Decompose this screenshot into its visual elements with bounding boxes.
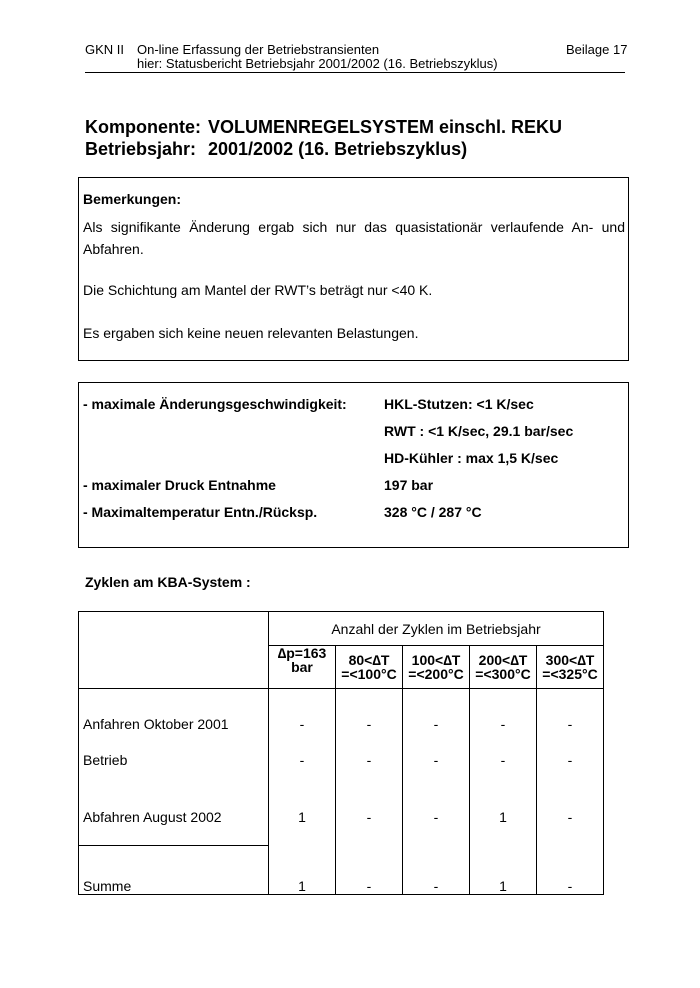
cell-value: - — [537, 689, 604, 732]
cell-value: - — [403, 689, 470, 732]
remarks-box — [78, 177, 629, 361]
col-header-200-300-line1: 200<∆T — [478, 652, 528, 668]
col-header-300-325-line1: 300<∆T — [545, 652, 595, 668]
header-title-line2: hier: Statusbericht Betriebsjahr 2001/2002 (16. Betriebszyklus) — [137, 56, 498, 71]
group-header: Anzahl der Zyklen im Betriebsjahr — [269, 612, 604, 646]
table-row-anfahren — [79, 689, 604, 732]
rate-value-hd: HD-Kühler : max 1,5 K/sec — [384, 450, 559, 466]
col-header-200-300-line2: =<300°C — [475, 666, 531, 682]
cell-value: - — [336, 689, 403, 732]
cell-value: 1 — [470, 789, 537, 846]
pressure-value: 197 bar — [384, 477, 434, 493]
cell-value: - — [403, 732, 470, 789]
cell-value: - — [470, 732, 537, 789]
col-header-100-200-line2: =<200°C — [408, 666, 464, 682]
header-code: GKN II — [85, 42, 125, 57]
col-header-dp — [269, 646, 336, 689]
cell-value: 1 — [269, 846, 336, 895]
table-corner-cell — [79, 612, 269, 689]
col-header-300-325 — [537, 646, 604, 689]
col-header-80-100 — [336, 646, 403, 689]
year-label: Betriebsjahr: — [85, 139, 197, 159]
cell-value: 1 — [470, 846, 537, 895]
rate-value-hkl: HKL-Stutzen: <1 K/sec — [384, 396, 534, 412]
table-row-betrieb — [79, 732, 604, 789]
cell-value: - — [537, 846, 604, 895]
rate-label: - maximale Änderungsgeschwindigkeit: — [83, 396, 347, 412]
row-label: Anfahren Oktober 2001 — [79, 689, 269, 732]
cell-value: - — [470, 689, 537, 732]
col-header-80-100-line1: 80<∆T — [348, 652, 390, 668]
header-rule — [85, 72, 625, 73]
cell-value: - — [269, 732, 336, 789]
cycles-table — [78, 611, 604, 895]
remarks-heading: Bemerkungen: — [83, 191, 182, 207]
col-header-100-200-line1: 100<∆T — [411, 652, 461, 668]
col-header-80-100-line2: =<100°C — [341, 666, 397, 682]
component-value: VOLUMENREGELSYSTEM einschl. REKU — [208, 117, 563, 137]
component-label: Komponente: — [85, 117, 201, 137]
rate-value-rwt: RWT : <1 K/sec, 29.1 bar/sec — [384, 423, 574, 439]
header-attachment: Beilage 17 — [566, 42, 628, 57]
pressure-label: - maximaler Druck Entnahme — [83, 477, 276, 493]
cell-value: - — [269, 689, 336, 732]
cell-value: - — [403, 789, 470, 846]
temperature-value: 328 °C / 287 °C — [384, 504, 482, 520]
remarks-paragraph-2: Die Schichtung am Mantel der RWT’s beträgt nur <40 K. — [83, 282, 433, 298]
cell-value: - — [537, 789, 604, 846]
cell-value: - — [336, 732, 403, 789]
remarks-paragraph-1: Als signifikante Änderung ergab sich nur das quasistationär verlaufende An- und Abfahren. — [83, 219, 625, 257]
table-row-abfahren — [79, 789, 604, 846]
cell-value: - — [336, 846, 403, 895]
row-label-sum: Summe — [79, 846, 269, 895]
specs-box — [78, 382, 629, 548]
col-header-300-325-line2: =<325°C — [542, 666, 598, 682]
col-header-200-300 — [470, 646, 537, 689]
col-header-dp-line1: ∆p=163 bar — [277, 645, 327, 675]
cell-value: - — [537, 732, 604, 789]
temperature-label: - Maximaltemperatur Entn./Rücksp. — [83, 504, 318, 520]
year-value: 2001/2002 (16. Betriebszyklus) — [208, 139, 468, 159]
row-label: Betrieb — [79, 732, 269, 789]
col-header-100-200 — [403, 646, 470, 689]
row-label: Abfahren August 2002 — [79, 789, 269, 846]
table-row-summe — [79, 846, 604, 895]
cycles-section-title: Zyklen am KBA-System : — [85, 574, 251, 590]
cell-value: - — [336, 789, 403, 846]
header-title-line1: On-line Erfassung der Betriebstransienten — [137, 42, 380, 57]
cell-value: - — [403, 846, 470, 895]
cell-value: 1 — [269, 789, 336, 846]
col-header-dp-line2 — [269, 674, 335, 688]
remarks-paragraph-3: Es ergaben sich keine neuen relevanten Belastungen. — [83, 325, 419, 341]
